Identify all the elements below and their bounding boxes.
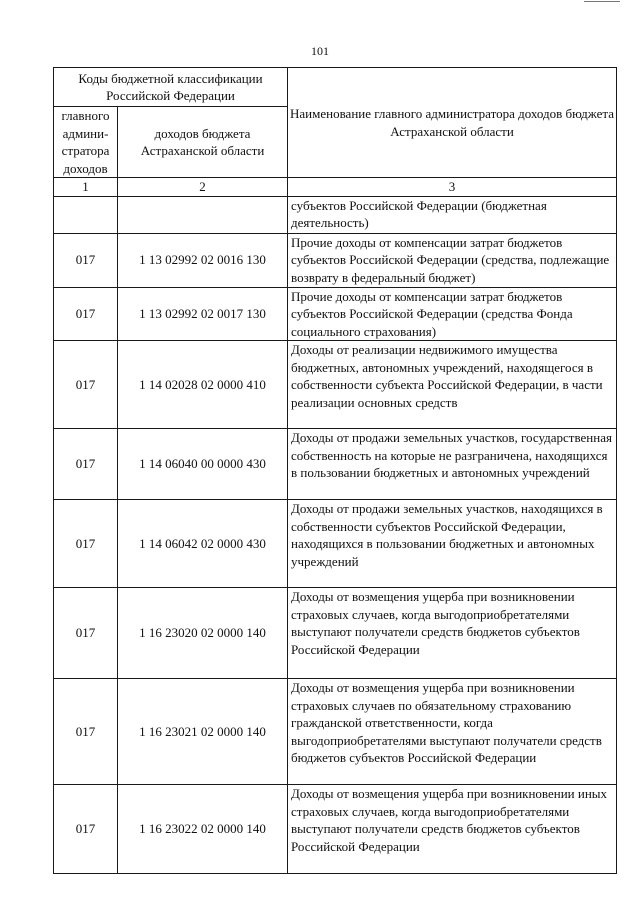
table-row bbox=[54, 287, 617, 341]
income-code: 1 14 02028 02 0000 410 bbox=[118, 341, 288, 429]
income-name: Доходы от возмещения ущерба при возникновении страховых случаев по обязательному страхованию гражданской ответственности, когда выгодоприобретателями выступают получатели средств бюджетов субъектов Российской Федерации bbox=[288, 679, 617, 785]
admin-code bbox=[54, 196, 118, 233]
header-name-column: Наименование главного администратора доходов бюджета Астраханской области bbox=[288, 68, 617, 178]
admin-code: 017 bbox=[54, 233, 118, 287]
table-row bbox=[54, 785, 617, 874]
table-row bbox=[54, 588, 617, 679]
income-name: Доходы от продажи земельных участков, находящихся в собственности субъектов Российской Федерации, находящихся в пользовании бюджетных и автономных учреждений bbox=[288, 500, 617, 588]
income-name: Прочие доходы от компенсации затрат бюджетов субъектов Российской Федерации (средства Фонда социального страхования) bbox=[288, 287, 617, 341]
header-income-column: доходов бюджета Астраханской области bbox=[118, 107, 288, 178]
admin-code: 017 bbox=[54, 429, 118, 500]
income-name: Доходы от реализации недвижимого имущества бюджетных, автономных учреждений, находящегося в собственности субъекта Российской Федерации, в части реализации основных средств bbox=[288, 341, 617, 429]
income-code: 1 14 06040 00 0000 430 bbox=[118, 429, 288, 500]
table-row bbox=[54, 500, 617, 588]
table-row bbox=[54, 233, 617, 287]
admin-code: 017 bbox=[54, 679, 118, 785]
admin-code: 017 bbox=[54, 785, 118, 874]
column-index-1: 1 bbox=[54, 178, 118, 197]
income-code bbox=[118, 196, 288, 233]
income-code: 1 13 02992 02 0016 130 bbox=[118, 233, 288, 287]
admin-code: 017 bbox=[54, 500, 118, 588]
page-number: 101 bbox=[311, 44, 329, 58]
income-code: 1 16 23020 02 0000 140 bbox=[118, 588, 288, 679]
income-code: 1 16 23021 02 0000 140 bbox=[118, 679, 288, 785]
table-row bbox=[54, 429, 617, 500]
column-index-3: 3 bbox=[288, 178, 617, 197]
table-row bbox=[54, 679, 617, 785]
income-name: Доходы от возмещения ущерба при возникновении иных страховых случаев, когда выгодоприобретателями выступают получатели средств бюджетов субъектов Российской Федерации bbox=[288, 785, 617, 874]
income-name: Прочие доходы от компенсации затрат бюджетов субъектов Российской Федерации (средства, подлежащие возврату в федеральный бюджет) bbox=[288, 233, 617, 287]
column-index-row bbox=[54, 178, 617, 197]
column-index-2: 2 bbox=[118, 178, 288, 197]
income-code: 1 13 02992 02 0017 130 bbox=[118, 287, 288, 341]
table-row bbox=[54, 341, 617, 429]
admin-code: 017 bbox=[54, 287, 118, 341]
income-name: Доходы от возмещения ущерба при возникновении страховых случаев, когда выгодоприобретателями выступают получатели средств бюджетов субъектов Российской Федерации bbox=[288, 588, 617, 679]
income-code: 1 14 06042 02 0000 430 bbox=[118, 500, 288, 588]
budget-classification-table bbox=[53, 67, 617, 874]
header-row-group bbox=[54, 68, 617, 107]
income-code: 1 16 23022 02 0000 140 bbox=[118, 785, 288, 874]
income-name: субъектов Российской Федерации (бюджетная деятельность) bbox=[288, 196, 617, 233]
admin-code: 017 bbox=[54, 588, 118, 679]
income-name: Доходы от продажи земельных участков, государственная собственность на которые не разграничена, находящихся в пользовании бюджетных и автономных учреждений bbox=[288, 429, 617, 500]
table-row bbox=[54, 196, 617, 233]
corner-mark bbox=[584, 1, 620, 2]
header-codes-group: Коды бюджетной классификации Российской Федерации bbox=[54, 68, 288, 107]
admin-code: 017 bbox=[54, 341, 118, 429]
header-admin-column: главного админи-стратора доходов bbox=[54, 107, 118, 178]
